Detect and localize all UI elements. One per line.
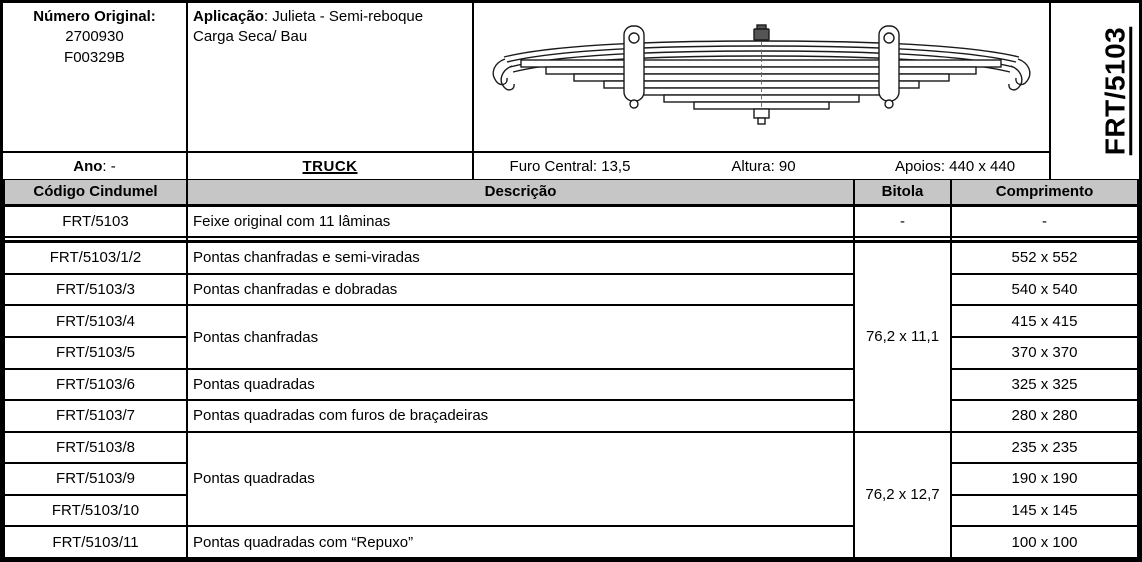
codigo-cell: FRT/5103/4 (4, 305, 187, 337)
table-row (4, 205, 1138, 237)
codigo-cell: FRT/5103/8 (4, 432, 187, 464)
codigo-cell: FRT/5103/3 (4, 274, 187, 306)
comprimento-cell: 415 x 415 (951, 305, 1138, 337)
aplicacao-cell (188, 3, 472, 151)
ano-label: Ano (73, 157, 103, 175)
descricao-cell: Feixe original com 11 lâminas (187, 205, 854, 237)
apoios-cell: Apoios: 440 x 440 (861, 153, 1049, 179)
numero-original-value-2: F00329B (64, 48, 125, 66)
bitola-group-cell: 76,2 x 12,7 (854, 432, 951, 558)
table-row (4, 400, 1138, 432)
comprimento-cell: 552 x 552 (951, 242, 1138, 274)
comprimento-cell: 325 x 325 (951, 369, 1138, 401)
comprimento-cell: - (951, 205, 1138, 237)
bitola-cell: - (854, 205, 951, 237)
header-descricao: Descrição (187, 179, 854, 205)
table-row (4, 305, 1138, 337)
comprimento-cell: 280 x 280 (951, 400, 1138, 432)
descricao-cell: Pontas quadradas com “Repuxo” (187, 526, 854, 558)
dimensions-row (474, 153, 1049, 179)
truck-cell (188, 153, 472, 179)
numero-original-value-1: 2700930 (65, 28, 124, 46)
numero-original-cell (3, 3, 186, 151)
codigo-cell: FRT/5103/7 (4, 400, 187, 432)
descricao-group-cell: Pontas quadradas (187, 432, 854, 527)
header-section (3, 3, 1139, 178)
descricao-cell: Pontas chanfradas e dobradas (187, 274, 854, 306)
descricao-cell: Pontas quadradas (187, 369, 854, 401)
aplicacao-label: Aplicação (193, 8, 264, 25)
truck-label: TRUCK (302, 157, 358, 175)
table-row (4, 242, 1138, 274)
part-code-vertical-label: FRT/5103 (1099, 26, 1131, 156)
comprimento-cell: 370 x 370 (951, 337, 1138, 369)
codigo-cell: FRT/5103/11 (4, 526, 187, 558)
comprimento-cell: 100 x 100 (951, 526, 1138, 558)
parts-table (3, 178, 1139, 559)
codigo-cell: FRT/5103 (4, 205, 187, 237)
leaf-spring-diagram (474, 3, 1049, 151)
part-code-cell (1051, 3, 1142, 179)
numero-original-label: Número Original: (33, 8, 156, 25)
ano-value: : - (102, 157, 116, 175)
bitola-group-cell: 76,2 x 11,1 (854, 242, 951, 432)
comprimento-cell: 235 x 235 (951, 432, 1138, 464)
codigo-cell: FRT/5103/6 (4, 369, 187, 401)
comprimento-cell: 145 x 145 (951, 495, 1138, 527)
header-comprimento: Comprimento (951, 179, 1138, 205)
table-row (4, 526, 1138, 558)
descricao-cell: Pontas quadradas com furos de braçadeiras (187, 400, 854, 432)
codigo-cell: FRT/5103/5 (4, 337, 187, 369)
codigo-cell: FRT/5103/10 (4, 495, 187, 527)
codigo-cell: FRT/5103/9 (4, 463, 187, 495)
descricao-cell: Pontas chanfradas e semi-viradas (187, 242, 854, 274)
table-row (4, 274, 1138, 306)
header-bitola: Bitola (854, 179, 951, 205)
leaf-spring-drawing-cell (474, 3, 1049, 151)
table-header-row (4, 179, 1138, 205)
comprimento-cell: 540 x 540 (951, 274, 1138, 306)
ano-cell (3, 153, 186, 179)
table-row (4, 369, 1138, 401)
aplicacao-value: : Julieta - Semi-reboque Carga Seca/ Bau (193, 8, 424, 45)
altura-cell: Altura: 90 (668, 153, 859, 179)
table-row (4, 432, 1138, 464)
comprimento-cell: 190 x 190 (951, 463, 1138, 495)
header-codigo: Código Cindumel (4, 179, 187, 205)
codigo-cell: FRT/5103/1/2 (4, 242, 187, 274)
descricao-group-cell: Pontas chanfradas (187, 305, 854, 368)
furo-central-cell: Furo Central: 13,5 (474, 153, 666, 179)
